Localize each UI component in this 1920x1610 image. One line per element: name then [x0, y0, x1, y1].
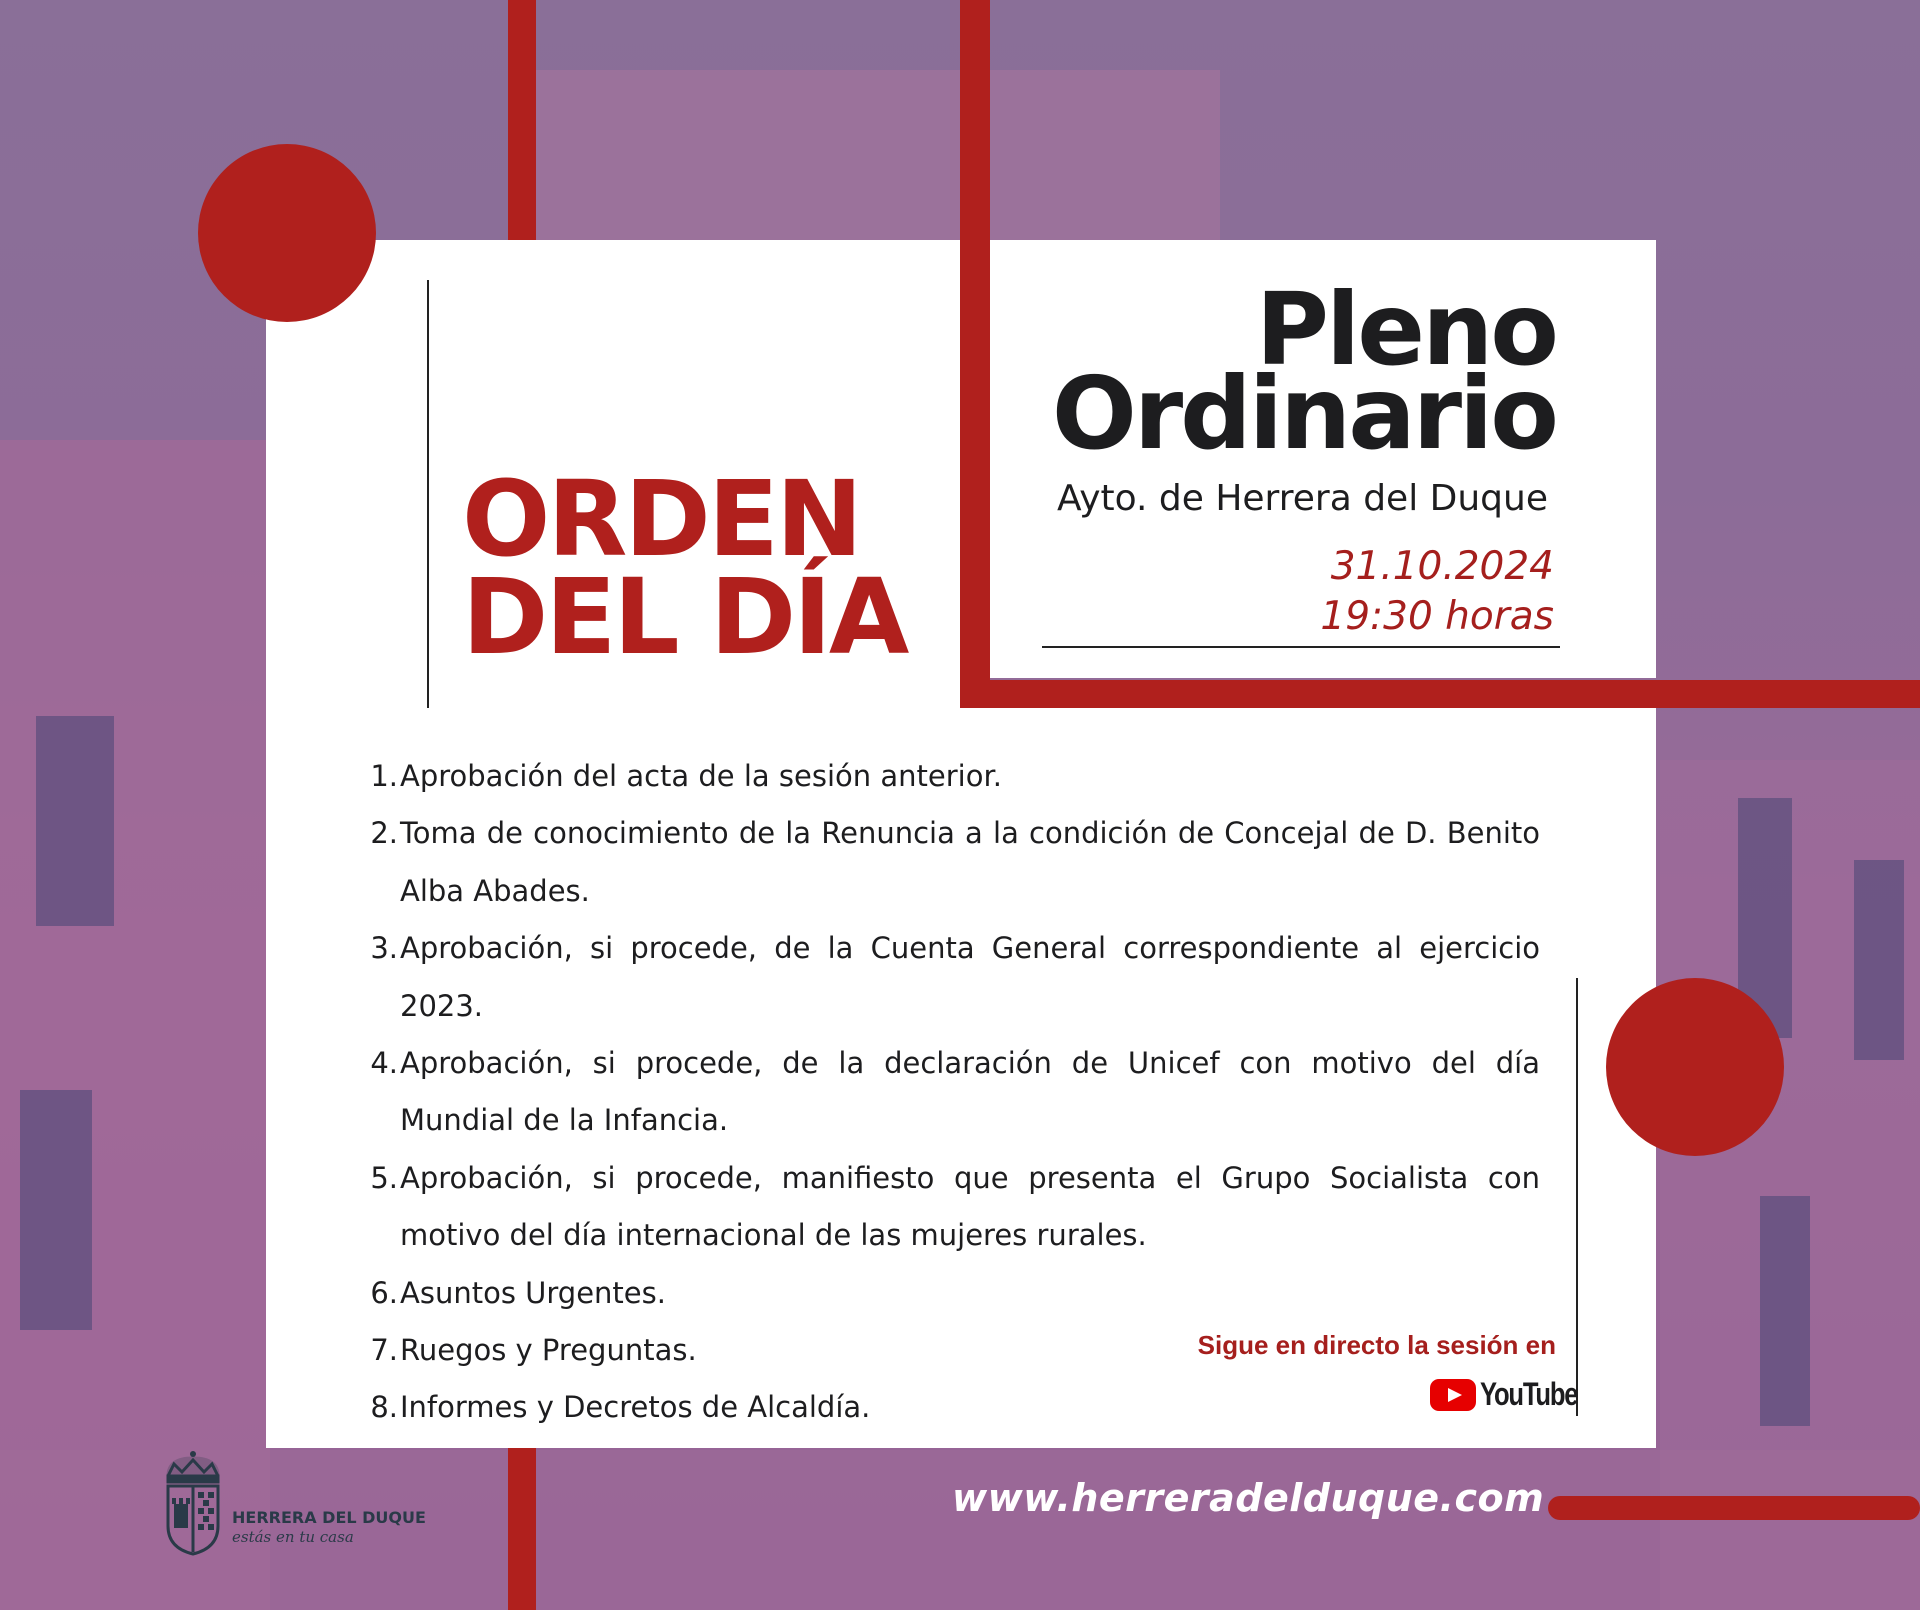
building-window [1854, 860, 1904, 1060]
agenda-item [360, 1265, 1540, 1322]
red-vertical-bar-left-bottom [508, 1448, 536, 1610]
stream-label: Sigue en directo la sesión en [1197, 1330, 1556, 1360]
agenda-item-number: 3. [370, 931, 398, 966]
building-window [1760, 1196, 1810, 1426]
event-title-line-1: Pleno [1255, 271, 1556, 388]
divider-horizontal-event [1042, 646, 1560, 648]
red-vertical-bar-left [508, 0, 536, 240]
red-vertical-bar-center [960, 0, 990, 708]
agenda-item-text: Aprobación, si procede, de la Cuenta General correspondiente al ejercicio 2023. [400, 931, 1540, 1023]
event-datetime [1320, 542, 1554, 642]
agenda-item-text: Ruegos y Preguntas. [400, 1333, 697, 1368]
heading-line-1: ORDEN [462, 458, 860, 580]
building-window [20, 1090, 92, 1330]
heading-line-2: DEL DÍA [462, 556, 907, 678]
event-time: 19:30 horas [1320, 594, 1554, 639]
orden-del-dia-heading [462, 458, 907, 678]
agenda-item-text: Aprobación del acta de la sesión anterior. [400, 759, 1002, 793]
agenda-item-number: 7. [370, 1333, 398, 1368]
red-footer-bar [1548, 1496, 1920, 1520]
agenda-item [360, 1150, 1540, 1265]
red-circle-right [1606, 978, 1784, 1156]
agenda-item-number: 4. [370, 1046, 398, 1081]
agenda-item [360, 920, 1540, 1035]
agenda-item-number: 5. [370, 1160, 398, 1195]
event-date: 31.10.2024 [1330, 544, 1554, 589]
event-organizer: Ayto. de Herrera del Duque [1057, 478, 1548, 519]
agenda-item-number: 6. [370, 1275, 398, 1310]
divider-vertical-right [1576, 978, 1578, 1416]
building-window [36, 716, 114, 926]
coat-of-arms-icon [160, 1448, 226, 1563]
red-circle-top-left [198, 144, 376, 322]
event-title [1051, 271, 1556, 472]
agenda-item-text: Asuntos Urgentes. [400, 1275, 666, 1310]
agenda-item-number: 8. [370, 1390, 398, 1425]
event-title-line-2: Ordinario [1051, 355, 1556, 472]
agenda-item-text: Aprobación, si procede, manifiesto que presenta el Grupo Socialista con motivo del día internacional de las mujeres rurales. [400, 1160, 1540, 1253]
agenda-item-text: Aprobación, si procede, de la declaración de Unicef con motivo del día Mundial de la Infancia. [400, 1046, 1540, 1138]
agenda-item-text: Toma de conocimiento de la Renuncia a la condición de Concejal de D. Benito Alba Abades. [400, 816, 1540, 908]
youtube-play-icon [1430, 1379, 1476, 1411]
red-horizontal-bar [960, 680, 1920, 708]
agenda-item [360, 1379, 1540, 1436]
agenda-item [360, 748, 1540, 805]
agenda-item-number: 2. [370, 816, 398, 851]
agenda-item [360, 805, 1540, 920]
logo-slogan: estás en tu casa [232, 1528, 354, 1546]
logo-name: HERRERA DEL DUQUE [232, 1508, 426, 1527]
youtube-logo[interactable] [1430, 1376, 1602, 1413]
agenda-item-text: Informes y Decretos de Alcaldía. [400, 1390, 871, 1425]
divider-vertical-left [427, 280, 429, 708]
website-link[interactable]: www.herreradelduque.com [952, 1476, 1545, 1520]
agenda-item [360, 1035, 1540, 1150]
building-left-block [0, 440, 270, 1610]
agenda-item-number: 1. [370, 759, 398, 793]
youtube-wordmark: YouTube [1480, 1376, 1578, 1412]
building-upper-block [520, 70, 1220, 250]
